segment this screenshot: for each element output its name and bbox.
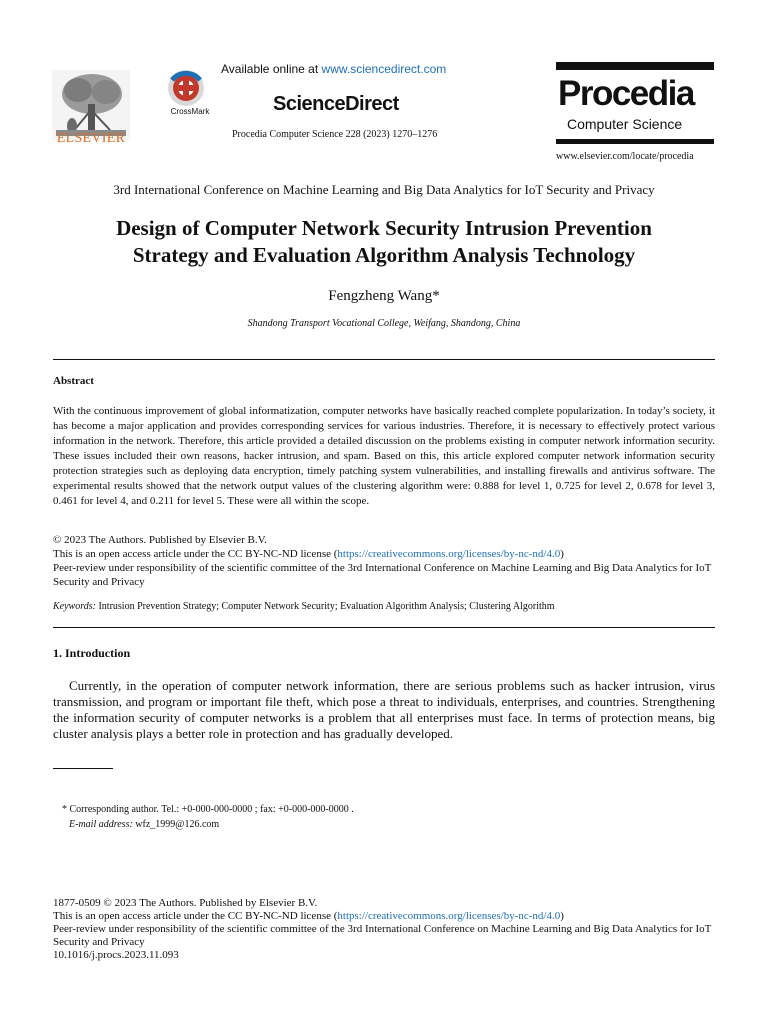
copyright-block [53,533,715,589]
footnote [62,802,354,832]
sciencedirect-wordmark: ScienceDirect [273,93,399,115]
conference-name: 3rd International Conference on Machine Learning and Big Data Analytics for IoT Security and Privacy [113,182,655,197]
license-prefix: This is an open access article under the CC BY-NC-ND license ( [53,548,338,560]
section-heading-introduction: 1. Introduction [53,646,131,660]
license-link[interactable]: https://creativecommons.org/licenses/by-nc-nd/4.0 [337,548,561,560]
issn-line: 1877-0509 © 2023 The Authors. Published by Elsevier B.V. [53,897,318,909]
doi-line[interactable]: 10.1016/j.procs.2023.11.093 [53,949,179,961]
bottom-license-suffix: ) [560,910,564,922]
procedia-logo [556,62,714,144]
email-address[interactable]: wfz_1999@126.com [132,819,220,830]
license-line [53,547,715,561]
publisher-wordmark: ELSEVIER [56,131,126,146]
bottom-license-line [53,910,715,923]
bottom-peer-review-line: Peer-review under responsibility of the scientific committee of the 3rd International Conference on Machine Learning and Big Data Analytics for IoT Security and Privacy [53,923,712,948]
paper-title [40,215,728,269]
crossmark-label: CrossMark [170,107,210,116]
available-online [221,62,446,76]
keywords-label: Keywords: [53,601,96,612]
email-line [62,817,354,832]
journal-citation: Procedia Computer Science 228 (2023) 1270–1276 [232,129,438,140]
journal-url[interactable]: www.elsevier.com/locate/procedia [556,151,694,162]
procedia-logo-word: Procedia [558,74,694,113]
abstract-body: With the continuous improvement of global informatization, computer networks have basically reached complete popularization. In today’s society, it has become a major application and provides corresponding services for various industries. Therefore, it is necessary to effectively protect various information in the network. Therefore, this article provided a detailed discussion on the problems existing in computer network information security. These issues included their own reasons, hacker intrusion, and spam. Based on this, this article explored computer network information security protection strategies such as deploying data encryption, timely patching system vulnerabilities, and installing firewalls and antivirus software. The experimental results showed that the network output values of the clustering algorithm were: 0.888 for level 1, 0.725 for level 2, 0.678 for level 3, 0.461 for level 4, and 0.211 for level 5. These were all within the scope. [53,405,715,507]
bottom-license-prefix: This is an open access article under the CC BY-NC-ND license ( [53,910,338,922]
paper-title-line-1: Design of Computer Network Security Intrusion Prevention [116,216,652,240]
introduction-paragraph: Currently, in the operation of computer network information, there are serious problems such as hacker intrusion, virus transmission, and program or important file theft, which pose a threat to individuals, enterprises, and countries. Strengthening the information security of computer networks is a problem that all enterprises must face. In terms of protection means, big cluster analysis plays a better role in protection and has gradually developed. [53,678,715,741]
sciencedirect-link[interactable]: www.sciencedirect.com [321,62,447,76]
abstract-bottom-rule [53,627,715,628]
available-prefix: Available online at [221,62,322,76]
footnote-rule [53,768,113,769]
author-affiliation: Shandong Transport Vocational College, Weifang, Shandong, China [247,318,521,329]
copyright-line: © 2023 The Authors. Published by Elsevier B.V. [53,534,267,546]
email-label: E-mail address: [69,819,133,830]
publication-info [53,897,715,962]
paper-title-line-2: Strategy and Evaluation Algorithm Analysis Technology [132,243,636,267]
procedia-logo-top-bar [556,62,714,70]
license-suffix: ) [560,548,564,560]
author-name: Fengzheng Wang* [328,288,440,304]
keywords-list: Intrusion Prevention Strategy; Computer Network Security; Evaluation Algorithm Analysis; Clustering Algorithm [95,601,555,612]
abstract-heading: Abstract [53,375,94,387]
peer-review-line: Peer-review under responsibility of the scientific committee of the 3rd International Conference on Machine Learning and Big Data Analytics for IoT Security and Privacy [53,562,712,588]
procedia-logo-subtitle: Computer Science [567,116,683,132]
bottom-license-link[interactable]: https://creativecommons.org/licenses/by-nc-nd/4.0 [337,910,561,922]
abstract-top-rule [53,359,715,360]
corresponding-author-line: * Corresponding author. Tel.: +0-000-000-0000 ; fax: +0-000-000-0000 . [62,804,354,815]
keywords-line [53,601,715,612]
procedia-logo-bottom-bar [556,139,714,144]
